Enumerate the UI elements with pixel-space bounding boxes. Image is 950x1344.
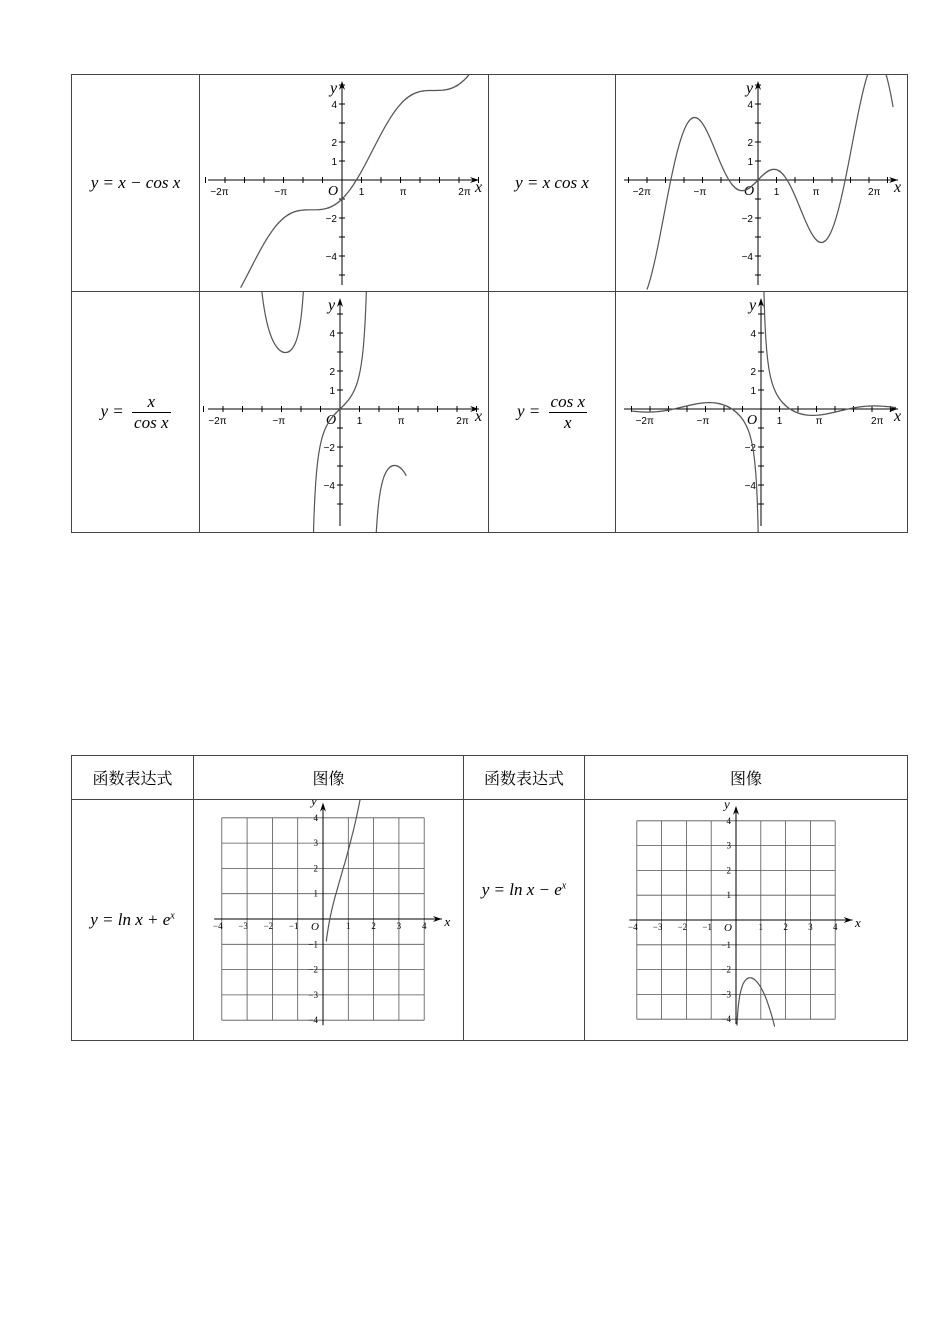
function-curve — [241, 75, 479, 288]
y-tick-label: 2 — [747, 138, 753, 149]
y-tick-label: 2 — [726, 865, 731, 876]
origin-label: O — [747, 413, 758, 428]
y-tick-label: −4 — [741, 252, 753, 263]
header-expression: 函数表达式 — [72, 756, 194, 800]
x-tick-label: 3 — [808, 922, 813, 932]
fraction — [549, 392, 587, 433]
numerator: cos x — [550, 391, 585, 411]
x-axis-label: x — [894, 179, 902, 196]
y-tick-label: 2 — [329, 367, 335, 378]
y-tick-label: −4 — [323, 481, 335, 492]
x-tick-label: −3 — [238, 921, 248, 931]
x-tick-label: 1 — [776, 416, 783, 427]
y-tick-label: −4 — [325, 252, 337, 263]
origin-label: O — [724, 922, 732, 934]
formula-lhs: y = — [100, 400, 124, 420]
formula-lnx-plus-ex — [72, 800, 194, 1041]
x-tick-label: 1 — [356, 416, 363, 427]
denominator: x — [563, 412, 572, 432]
x-tick-label: 2 — [371, 921, 376, 931]
x-tick-label: −4 — [213, 921, 223, 931]
y-tick-label: −2 — [744, 443, 756, 454]
x-axis-label: x — [855, 915, 861, 930]
y-axis-label: y — [746, 80, 754, 97]
graph-lnx-plus-ex — [194, 800, 464, 1040]
y-tick-label: 4 — [331, 100, 337, 111]
y-tick-label: 1 — [313, 888, 318, 899]
x-tick-label: 2π — [871, 416, 884, 427]
table-row — [72, 292, 908, 533]
x-tick-label: π — [397, 416, 405, 427]
y-axis-label: y — [330, 80, 338, 97]
y-tick-label: −2 — [741, 214, 753, 225]
function-graph-table-2 — [71, 755, 908, 1041]
header-graph: 图像 — [585, 756, 908, 800]
x-tick-label: 1 — [758, 922, 764, 932]
x-tick-label: π — [812, 187, 820, 198]
y-tick-label: 1 — [331, 157, 337, 168]
y-tick-label: 4 — [313, 812, 318, 823]
graph-cell — [585, 800, 908, 1041]
x-axis-label: x — [475, 179, 483, 196]
function-curve — [326, 800, 361, 941]
x-tick-label: −2 — [677, 922, 688, 932]
y-axis-label: y — [749, 297, 757, 314]
formula-cosx-over-x — [489, 292, 616, 533]
formula-x-minus-cosx: y = x − cos x — [72, 75, 200, 292]
y-tick-label: −4 — [744, 481, 756, 492]
y-tick-label: 3 — [726, 840, 731, 851]
formula-x-cosx: y = x cos x — [489, 75, 616, 292]
graph-x-minus-cosx — [200, 75, 489, 291]
origin-label: O — [326, 413, 337, 428]
y-tick-label: −3 — [721, 989, 731, 1000]
x-tick-label: −1 — [702, 922, 712, 932]
x-tick-label: −2 — [263, 921, 274, 931]
header-graph: 图像 — [194, 756, 464, 800]
y-tick-label: −2 — [308, 964, 318, 975]
y-tick-label: 4 — [750, 329, 756, 340]
x-tick-label: 1 — [346, 921, 351, 931]
y-tick-label: −4 — [721, 1014, 731, 1025]
formula-text: y = ln x − e — [481, 880, 562, 899]
table-row — [72, 75, 908, 292]
x-tick-label: 4 — [421, 921, 427, 931]
graph-cell — [200, 75, 489, 292]
x-tick-label: 1 — [358, 187, 365, 198]
x-tick-label: 2π — [868, 187, 881, 198]
y-tick-label: 1 — [329, 386, 335, 397]
graph-x-cosx — [616, 75, 908, 291]
x-axis-label: x — [444, 914, 451, 929]
y-tick-label: −1 — [308, 939, 318, 950]
x-tick-label: −π — [272, 416, 286, 427]
y-tick-label: −2 — [325, 214, 337, 225]
header-expression: 函数表达式 — [464, 756, 585, 800]
formula-text: y = ln x + e — [90, 910, 171, 929]
y-tick-label: 1 — [750, 386, 756, 397]
table-header-row — [72, 756, 908, 800]
function-curve — [259, 292, 407, 532]
graph-cell — [200, 292, 489, 533]
x-tick-label: 4 — [832, 922, 838, 932]
graph-x-over-cosx — [200, 292, 489, 532]
origin-label: O — [311, 921, 319, 933]
x-tick-label: −π — [696, 416, 710, 427]
y-tick-label: −4 — [308, 1015, 318, 1026]
x-tick-label: π — [815, 416, 823, 427]
x-tick-label: π — [399, 187, 407, 198]
graph-cell — [194, 800, 464, 1041]
y-tick-label: −2 — [721, 964, 731, 975]
function-graph-table-1 — [71, 74, 908, 533]
denominator: cos x — [134, 412, 169, 432]
x-tick-label: −1 — [288, 921, 299, 931]
table-row — [72, 800, 908, 1041]
y-tick-label: 2 — [331, 138, 337, 149]
graph-lnx-minus-ex — [585, 800, 908, 1040]
x-tick-label: −π — [274, 187, 288, 198]
x-axis-label: x — [475, 408, 483, 425]
y-tick-label: 3 — [313, 838, 318, 849]
y-tick-label: 4 — [726, 815, 731, 826]
graph-cell — [616, 75, 908, 292]
y-tick-label: 1 — [726, 890, 731, 901]
y-tick-label: −1 — [721, 939, 731, 950]
formula-x-over-cosx — [72, 292, 200, 533]
x-tick-label: 1 — [773, 187, 780, 198]
x-tick-label: 2π — [458, 187, 471, 198]
x-tick-label: 2π — [456, 416, 469, 427]
graph-cell — [616, 292, 908, 533]
y-axis-label: y — [724, 800, 730, 812]
x-tick-label: −2π — [632, 187, 651, 198]
x-tick-label: 3 — [396, 921, 402, 931]
superscript: x — [170, 910, 175, 922]
y-tick-label: 2 — [750, 367, 756, 378]
superscript: x — [561, 880, 567, 892]
formula-lhs: y = — [517, 400, 541, 420]
x-tick-label: 2 — [783, 922, 788, 932]
x-tick-label: −4 — [628, 922, 638, 932]
x-tick-label: −π — [693, 187, 707, 198]
x-tick-label: −3 — [652, 922, 663, 932]
x-tick-label: −2π — [208, 416, 227, 427]
y-tick-label: −2 — [323, 443, 335, 454]
y-tick-label: 4 — [747, 100, 753, 111]
fraction — [132, 392, 170, 433]
y-axis-label: y — [328, 297, 336, 314]
x-tick-label: −2π — [210, 187, 229, 198]
y-tick-label: −3 — [308, 989, 318, 1000]
numerator: x — [132, 392, 170, 413]
y-tick-label: 1 — [747, 157, 753, 168]
x-tick-label: −2π — [635, 416, 654, 427]
x-axis-label: x — [894, 408, 902, 425]
y-axis-label: y — [311, 800, 317, 809]
origin-label: O — [328, 184, 339, 199]
function-curve — [632, 292, 897, 532]
y-tick-label: 2 — [313, 863, 318, 874]
origin-label: O — [744, 184, 755, 199]
graph-cosx-over-x — [616, 292, 908, 532]
y-tick-label: 4 — [329, 329, 335, 340]
formula-lnx-minus-ex — [464, 800, 585, 1041]
